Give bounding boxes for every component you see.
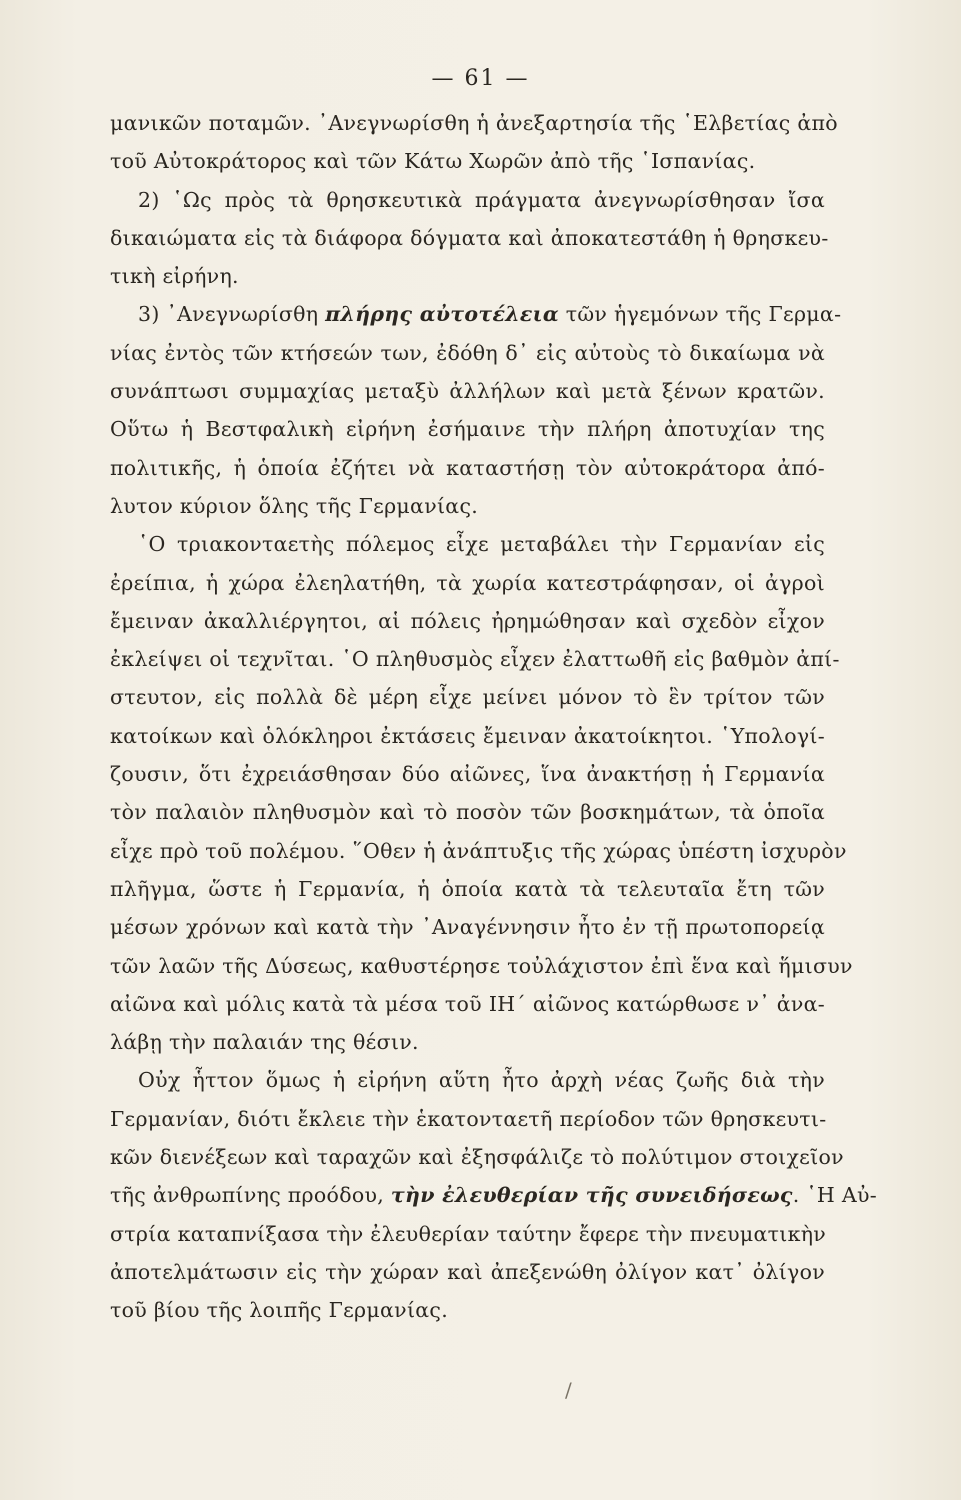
text-line <box>110 1215 825 1253</box>
text-line <box>110 449 825 487</box>
text-run: 3) ᾿Ανεγνωρίσθη <box>138 302 326 327</box>
text-run: τοῦ Αὐτοκράτορος καὶ τῶν Κάτω Χωρῶν ἀπὸ τῆς ῾Ισπανίας. <box>110 149 756 174</box>
text-run: μέσων χρόνων καὶ κατὰ τὴν ᾿Αναγέννησιν ἦτο ἐν τῇ πρωτοπορείᾳ <box>110 915 825 940</box>
stray-mark: / <box>565 1378 572 1402</box>
text-line <box>110 1138 844 1176</box>
text-run: τὸν παλαιὸν πληθυσμὸν καὶ τὸ ποσὸν τῶν βοσκημάτων, τὰ ὁποῖα <box>110 800 825 825</box>
text-run: τικὴ εἰρήνη. <box>110 264 239 289</box>
text-line <box>110 525 825 563</box>
text-run: ἐκλείψει οἱ τεχνῖται. ῾Ο πληθυσμὸς εἶχεν ἐλαττωθῆ εἰς βαθμὸν ἀπί- <box>110 647 840 672</box>
text-run: νίας ἐντὸς τῶν κτήσεών των, ἐδόθη δ᾿ εἰς αὐτοὺς τὸ δικαίωμα νὰ <box>110 340 825 365</box>
text-line <box>110 908 825 946</box>
text-line <box>110 947 853 985</box>
text-line <box>110 487 825 525</box>
text-run: λάβῃ τὴν παλαιάν της θέσιν. <box>110 1030 419 1055</box>
text-line <box>110 640 840 678</box>
text-run: τῆς ἀνθρωπίνης προόδου, <box>110 1183 391 1208</box>
text-run: ῾Ο τριακονταετὴς πόλεμος εἶχε μεταβάλει τὴν Γερμανίαν εἰς <box>138 532 825 557</box>
text-run: λυτον κύριον ὅλης τῆς Γερμανίας. <box>110 493 479 518</box>
text-run: Οὕτω ἡ Βεστφαλικὴ εἰρήνη ἐσήμαινε τὴν πλήρη ἀποτυχίαν της <box>110 417 825 442</box>
text-run: εἶχε πρὸ τοῦ πολέμου. ῞Οθεν ἡ ἀνάπτυξις τῆς χώρας ὑπέστη ἰσχυρὸν <box>110 838 847 863</box>
page-number: — 61 — <box>431 66 530 91</box>
text-run: ἀποτελμάτωσιν εἰς τὴν χώραν καὶ ἀπεξενώθη ὀλίγον κατ᾿ ὀλίγον <box>110 1259 825 1284</box>
text-line <box>110 295 842 333</box>
emphasis-run: πλήρης αὐτοτέλεια <box>325 302 559 327</box>
text-line <box>110 755 825 793</box>
text-line <box>110 793 825 831</box>
text-line <box>110 410 825 448</box>
text-line <box>110 372 825 410</box>
text-run: ζουσιν, ὅτι ἐχρειάσθησαν δύο αἰῶνες, ἵνα ἀνακτήσῃ ἡ Γερμανία <box>110 762 825 787</box>
text-line <box>110 181 825 219</box>
text-run: ἐρείπια, ἡ χώρα ἐλεηλατήθη, τὰ χωρία κατεστράφησαν, οἱ ἀγροὶ <box>110 570 825 595</box>
text-run: στρία καταπνίξασα τὴν ἐλευθερίαν ταύτην ἔφερε τὴν πνευματικὴν <box>110 1221 827 1246</box>
text-run: 2) ῾Ως πρὸς τὰ θρησκευτικὰ πράγματα ἀνεγνωρίσθησαν ἴσα <box>138 187 825 212</box>
text-line <box>110 1291 825 1329</box>
text-line <box>110 257 825 295</box>
text-line <box>110 142 825 180</box>
text-line <box>110 602 825 640</box>
text-line <box>110 1061 825 1099</box>
text-line <box>110 1100 825 1138</box>
text-run: Οὐχ ἧττον ὅμως ἡ εἰρήνη αὕτη ἦτο ἀρχὴ νέας ζωῆς διὰ τὴν <box>138 1068 825 1093</box>
text-line <box>110 1176 877 1214</box>
text-line <box>110 1023 825 1061</box>
text-run: τῶν λαῶν τῆς Δύσεως, καθυστέρησε τοὐλάχιστον ἐπὶ ἕνα καὶ ἥμισυν <box>110 953 853 978</box>
text-run: στευτον, εἰς πολλὰ δὲ μέρη εἶχε μείνει μόνον τὸ ἓν τρίτον τῶν <box>110 685 825 710</box>
text-run: Γερμανίαν, διότι ἔκλειε τὴν ἑκατονταετῆ περίοδον τῶν θρησκευτι- <box>110 1106 827 1131</box>
text-run: δικαιώματα εἰς τὰ διάφορα δόγματα καὶ ἀποκατεστάθη ἡ θρησκευ- <box>110 225 829 250</box>
text-line <box>110 564 825 602</box>
text-line <box>110 832 847 870</box>
text-run: πλῆγμα, ὥστε ἡ Γερμανία, ἡ ὁποία κατὰ τὰ τελευταῖα ἔτη τῶν <box>110 876 825 901</box>
text-run: ἔμειναν ἀκαλλιέργητοι, αἱ πόλεις ἠρημώθησαν καὶ σχεδὸν εἶχον <box>110 608 825 633</box>
text-run: μανικῶν ποταμῶν. ᾿Ανεγνωρίσθη ἡ ἀνεξαρτησία τῆς ῾Ελβετίας ἀπὸ <box>110 111 838 135</box>
text-run: κατοίκων καὶ ὁλόκληροι ἐκτάσεις ἔμειναν ἀκατοίκητοι. ῾Υπολογί- <box>110 723 825 748</box>
text-line <box>110 104 838 142</box>
text-line <box>110 219 829 257</box>
text-run: συνάπτωσι συμμαχίας μεταξὺ ἀλλήλων καὶ μετὰ ξένων κρατῶν. <box>110 379 825 404</box>
emphasis-run: τὴν ἐλευθερίαν τῆς συνειδήσεως <box>390 1183 793 1208</box>
text-run-after: τῶν ἡγεμόνων τῆς Γερμα- <box>558 302 842 327</box>
page-body <box>110 104 877 1330</box>
text-line <box>110 334 825 372</box>
text-line <box>110 717 825 755</box>
text-run: αἰῶνα καὶ μόλις κατὰ τὰ μέσα τοῦ ΙΗ´ αἰῶνος κατώρθωσε ν᾿ ἀνα- <box>110 991 825 1016</box>
text-run: κῶν διενέξεων καὶ ταραχῶν καὶ ἐξησφάλιζε τὸ πολύτιμον στοιχεῖον <box>110 1145 844 1170</box>
text-line <box>110 678 825 716</box>
text-run-after: . ῾Η Αὐ- <box>792 1183 877 1208</box>
text-run: πολιτικῆς, ἡ ὁποία ἐζήτει νὰ καταστήσῃ τὸν αὐτοκράτορα ἀπό- <box>110 455 825 480</box>
text-run: τοῦ βίου τῆς λοιπῆς Γερμανίας. <box>110 1298 449 1323</box>
text-line <box>110 1253 825 1291</box>
text-line <box>110 870 825 908</box>
text-line <box>110 985 825 1023</box>
